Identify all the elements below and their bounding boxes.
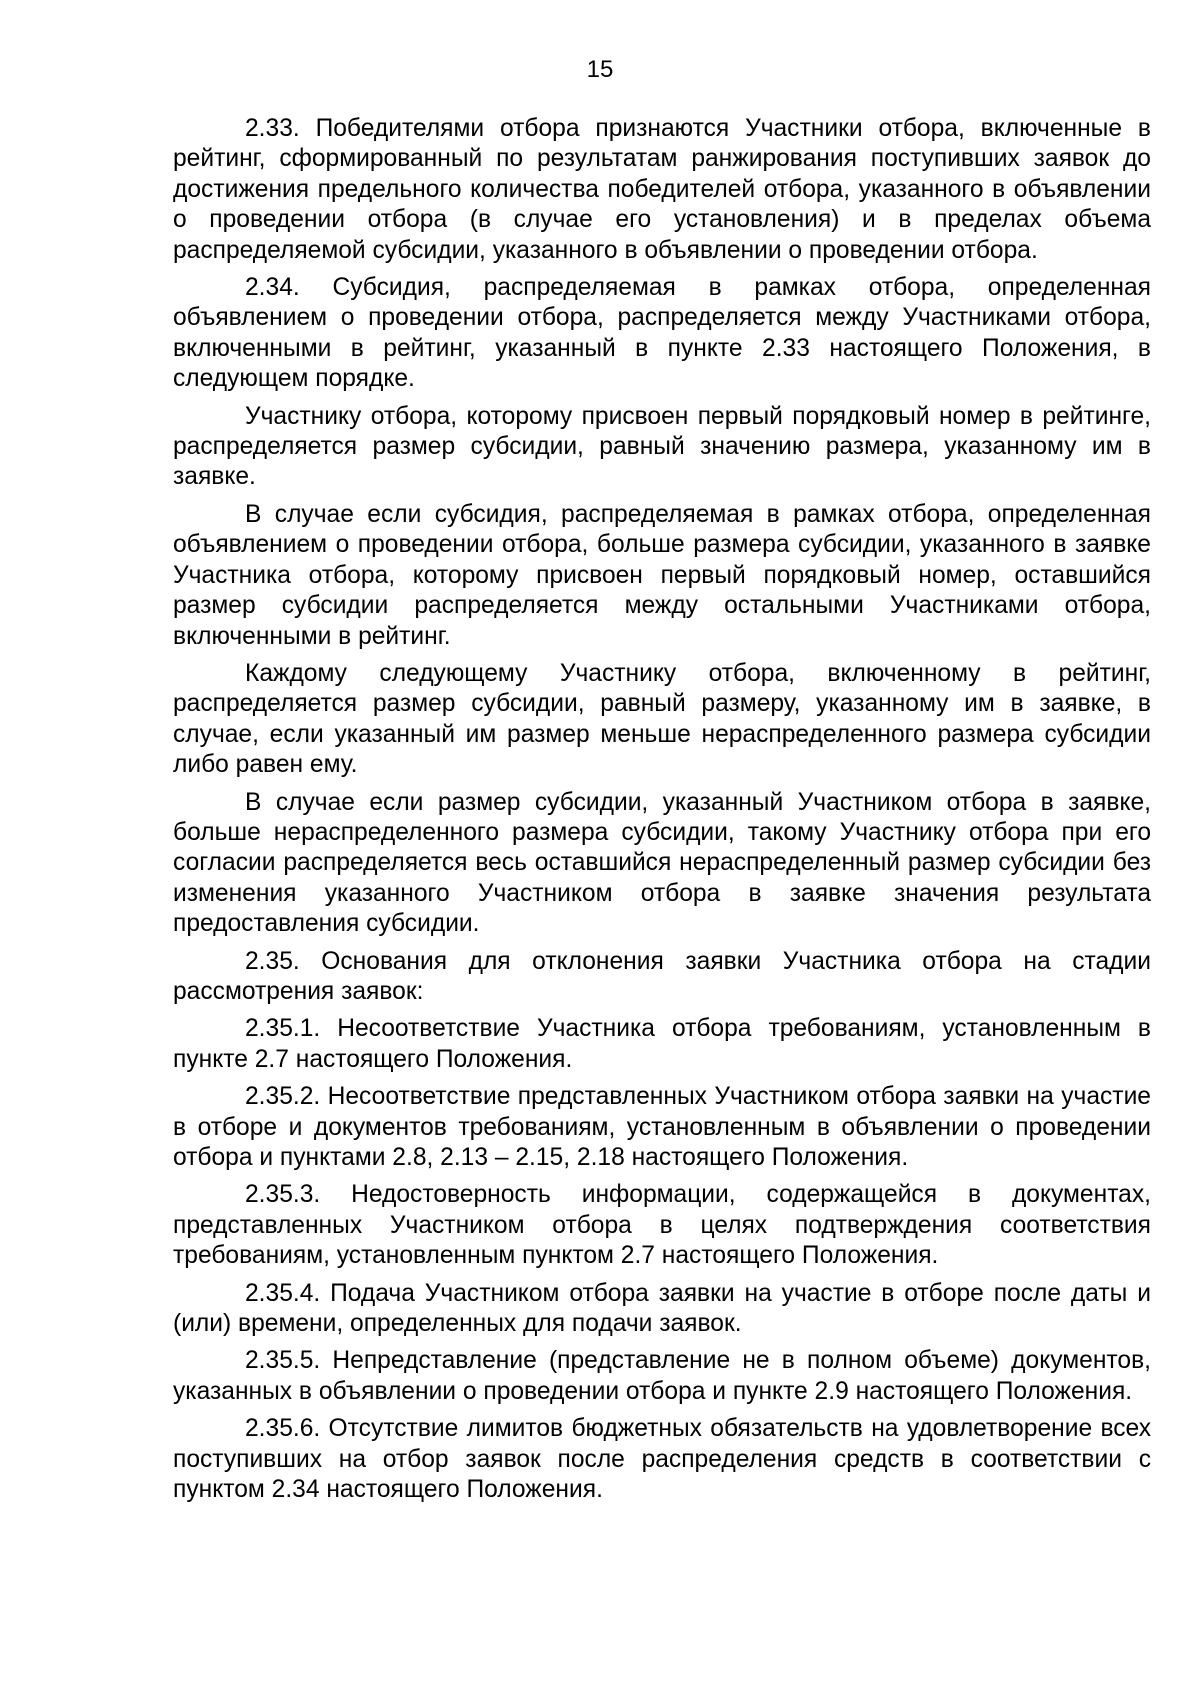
- paragraph-first-participant: Участнику отбора, которому присвоен первый порядковый номер в рейтинге, распределяется размер субсидии, равный значению размера, указанному им в заявке.: [173, 402, 1151, 491]
- paragraph-2-35-4: 2.35.4. Подача Участником отбора заявки на участие в отборе после даты и (или) времени, определенных для подачи заявок.: [173, 1279, 1151, 1338]
- paragraph-each-next-participant: Каждому следующему Участнику отбора, включенному в рейтинг, распределяется размер субсидии, равный размеру, указанному им в заявке, в случае, если указанный им размер меньше нераспределенного размера субсидии либо равен ему.: [173, 659, 1151, 779]
- paragraph-remaining-subsidy: В случае если субсидия, распределяемая в рамках отбора, определенная объявлением о проведении отбора, больше размера субсидии, указанного в заявке Участника отбора, которому присвоен первый порядковый номер, оставшийся размер субсидии распределяется между остальными Участниками отбора, включенными в рейтинг.: [173, 500, 1151, 650]
- paragraph-2-35-1: 2.35.1. Несоответствие Участника отбора требованиям, установленным в пункте 2.7 настоящего Положения.: [173, 1015, 1151, 1073]
- page-number: 15: [586, 56, 614, 83]
- paragraph-2-35-6: 2.35.6. Отсутствие лимитов бюджетных обязательств на удовлетворение всех поступивших на отбор заявок после распределения средств в соответствии с пунктом 2.34 настоящего Положения.: [173, 1415, 1151, 1504]
- paragraph-2-34: 2.34. Субсидия, распределяемая в рамках отбора, определенная объявлением о проведении отбора, распределяется между Участниками отбора, включенными в рейтинг, указанный в пункте 2.33 настоящего Положения, в следующем порядке.: [173, 274, 1151, 393]
- document-body: [173, 114, 1151, 1512]
- paragraph-2-33: 2.33. Победителями отбора признаются Участники отбора, включенные в рейтинг, сформированный по результатам ранжирования поступивших заявок до достижения предельного количества победителей отбора, указанного в объявлении о проведении отбора (в случае его установления) и в пределах объема распределяемой субсидии, указанного в объявлении о проведении отбора.: [173, 115, 1151, 264]
- paragraph-2-35-3: 2.35.3. Недостоверность информации, содержащейся в документах, представленных Участником отбора в целях подтверждения соответствия требованиям, установленным пунктом 2.7 настоящего Положения.: [173, 1181, 1151, 1270]
- paragraph-2-35-5: 2.35.5. Непредставление (представление не в полном объеме) документов, указанных в объявлении о проведении отбора и пункте 2.9 настоящего Положения.: [173, 1347, 1151, 1405]
- paragraph-exceeding-amount: В случае если размер субсидии, указанный Участником отбора в заявке, больше нераспределенного размера субсидии, такому Участнику отбора при его согласии распределяется весь оставшийся нераспределенный размер субсидии без изменения указанного Участником отбора в заявке значения результата предоставления субсидии.: [173, 788, 1151, 938]
- paragraph-2-35-2: 2.35.2. Несоответствие представленных Участником отбора заявки на участие в отборе и документов требованиям, установленным в объявлении о проведении отбора и пунктами 2.8, 2.13 – 2.15, 2.18 настоящего Положения.: [173, 1083, 1151, 1171]
- paragraph-2-35: 2.35. Основания для отклонения заявки Участника отбора на стадии рассмотрения заявок:: [173, 947, 1151, 1005]
